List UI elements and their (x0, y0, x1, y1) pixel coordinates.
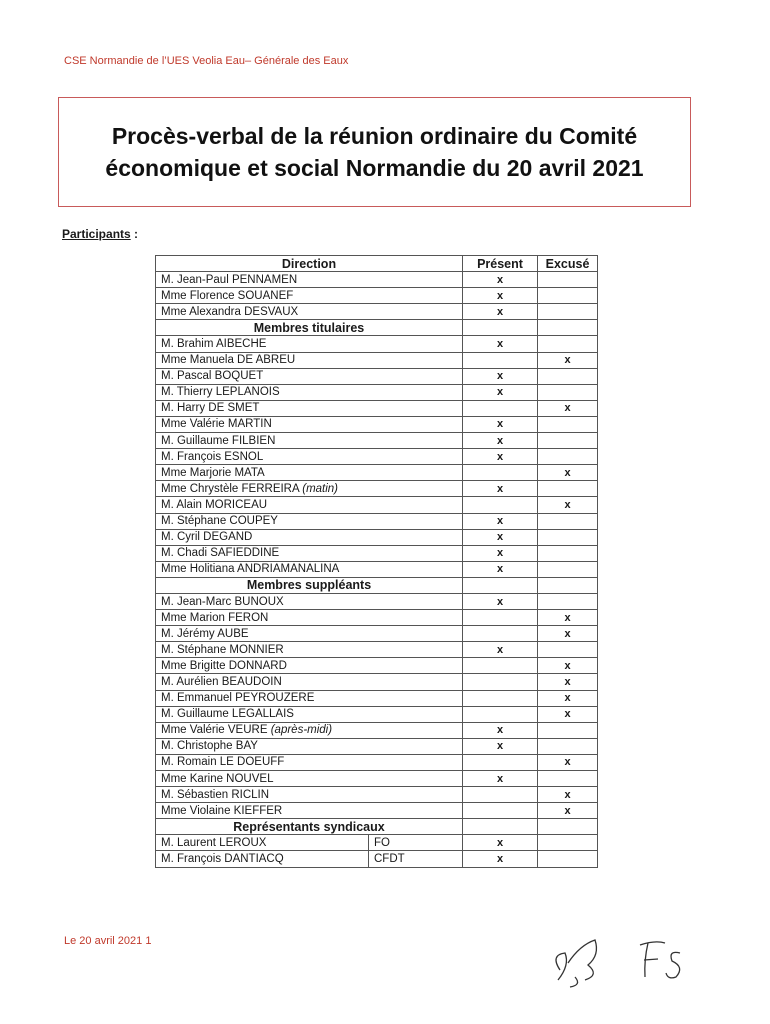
present-mark (463, 787, 538, 803)
attendee-row (156, 368, 598, 384)
attendee-row (156, 304, 598, 320)
present-mark (463, 690, 538, 706)
attendee-name-cell (156, 272, 463, 288)
attendee-name: M. Sébastien RICLIN (161, 788, 270, 801)
present-mark: x (463, 593, 538, 609)
attendee-name: M. Laurent LEROUX (156, 835, 369, 851)
attendee-name: Mme Valérie MARTIN (161, 418, 272, 431)
participants-colon: : (130, 227, 139, 241)
section-titulaires-label: Membres titulaires (156, 320, 463, 336)
attendee-name-cell (156, 465, 463, 481)
excuse-mark (538, 738, 598, 754)
excuse-mark (538, 368, 598, 384)
excuse-mark: x (538, 754, 598, 770)
excuse-mark (538, 416, 598, 432)
excuse-mark (538, 384, 598, 400)
attendee-name-cell (156, 384, 463, 400)
attendee-row (156, 738, 598, 754)
present-mark: x (463, 851, 538, 867)
attendee-name: M. Aurélien BEAUDOIN (161, 675, 282, 688)
attendee-name-cell (156, 626, 463, 642)
excuse-mark (538, 593, 598, 609)
attendee-row (156, 771, 598, 787)
present-mark: x (463, 561, 538, 577)
empty-cell (463, 320, 538, 336)
excuse-mark (538, 642, 598, 658)
excuse-mark: x (538, 610, 598, 626)
attendee-name: Mme Violaine KIEFFER (161, 804, 283, 817)
section-titulaires (156, 320, 598, 336)
attendee-row (156, 658, 598, 674)
attendee-name-cell (156, 433, 463, 449)
section-direction-label: Direction (156, 256, 463, 272)
excuse-mark: x (538, 787, 598, 803)
empty-cell (538, 320, 598, 336)
excuse-mark: x (538, 352, 598, 368)
present-mark: x (463, 835, 538, 851)
excuse-mark: x (538, 803, 598, 819)
section-suppleants-label: Membres suppléants (156, 577, 463, 593)
attendee-name: Mme Valérie VEURE (161, 724, 268, 737)
attendee-name: M. Guillaume FILBIEN (161, 434, 276, 447)
excuse-mark (538, 288, 598, 304)
present-mark: x (463, 642, 538, 658)
attendee-row (156, 433, 598, 449)
attendee-name: M. Harry DE SMET (161, 402, 260, 415)
present-mark: x (463, 336, 538, 352)
attendee-name-cell (156, 513, 463, 529)
attendee-name: Mme Chrystèle FERREIRA (161, 482, 300, 495)
attendee-row (156, 626, 598, 642)
attendee-row (156, 336, 598, 352)
attendee-name: M. Pascal BOQUET (161, 370, 264, 383)
attendee-name-cell (156, 787, 463, 803)
excuse-mark: x (538, 626, 598, 642)
attendee-name: M. Stéphane COUPEY (161, 515, 278, 528)
attendee-row (156, 642, 598, 658)
excuse-mark: x (538, 706, 598, 722)
attendee-note: (matin) (302, 482, 339, 495)
attendee-row (156, 513, 598, 529)
present-mark: x (463, 304, 538, 320)
excuse-mark (538, 771, 598, 787)
attendee-name: M. Thierry LEPLANOIS (161, 386, 280, 399)
present-mark: x (463, 368, 538, 384)
attendee-name-cell (156, 561, 463, 577)
attendee-row (156, 610, 598, 626)
attendee-name: Mme Florence SOUANEF (161, 289, 294, 302)
section-direction (156, 256, 598, 272)
attendee-note: (après-midi) (270, 724, 333, 737)
attendee-row (156, 449, 598, 465)
present-mark (463, 803, 538, 819)
attendee-name: M. Emmanuel PEYROUZERE (161, 692, 315, 705)
attendee-name-cell (156, 529, 463, 545)
attendee-name: Mme Holitiana ANDRIAMANALINA (161, 563, 340, 576)
attendee-name-cell (156, 304, 463, 320)
present-mark: x (463, 416, 538, 432)
present-mark: x (463, 513, 538, 529)
attendee-name-cell (156, 706, 463, 722)
attendee-row (156, 803, 598, 819)
attendee-name-cell (156, 610, 463, 626)
attendee-name-cell (156, 771, 463, 787)
attendee-name: Mme Marion FERON (161, 611, 269, 624)
attendee-name: M. Alain MORICEAU (161, 498, 268, 511)
excuse-mark (538, 513, 598, 529)
present-mark (463, 497, 538, 513)
excuse-mark (538, 835, 598, 851)
attendee-name-cell (156, 674, 463, 690)
attendee-name: Mme Brigitte DONNARD (161, 659, 287, 672)
attendee-name-cell (156, 642, 463, 658)
attendee-name-cell (156, 803, 463, 819)
attendee-name: M. Christophe BAY (161, 740, 258, 753)
title-box (58, 97, 691, 207)
attendee-row (156, 674, 598, 690)
attendee-name-cell (156, 497, 463, 513)
participants-heading (62, 227, 138, 241)
attendee-name-cell (156, 545, 463, 561)
attendee-row (156, 545, 598, 561)
attendee-row (156, 497, 598, 513)
signature-initials (540, 925, 720, 1000)
attendee-row (156, 481, 598, 497)
attendee-name: M. Chadi SAFIEDDINE (161, 547, 280, 560)
footer-date-page: Le 20 avril 2021 1 (64, 935, 152, 947)
attendee-row (156, 352, 598, 368)
attendee-row (156, 690, 598, 706)
attendee-row (156, 384, 598, 400)
present-mark (463, 754, 538, 770)
present-mark (463, 674, 538, 690)
present-mark (463, 658, 538, 674)
empty-cell (463, 819, 538, 835)
excuse-mark: x (538, 674, 598, 690)
attendee-name: Mme Alexandra DESVAUX (161, 305, 299, 318)
attendee-name-cell (156, 336, 463, 352)
excuse-mark (538, 561, 598, 577)
present-mark: x (463, 722, 538, 738)
attendee-name: M. Jean-Marc BUNOUX (161, 595, 284, 608)
excuse-mark: x (538, 400, 598, 416)
col-present-header: Présent (463, 256, 538, 272)
empty-cell (538, 819, 598, 835)
excuse-mark (538, 304, 598, 320)
present-mark: x (463, 738, 538, 754)
attendee-row (156, 851, 598, 867)
attendee-row (156, 561, 598, 577)
attendee-name: M. Brahim AIBECHE (161, 338, 267, 351)
attendee-row (156, 722, 598, 738)
attendee-name-cell (156, 593, 463, 609)
attendee-row (156, 272, 598, 288)
attendee-name: M. François ESNOL (161, 450, 264, 463)
attendee-name-cell (156, 690, 463, 706)
attendee-name-cell (156, 754, 463, 770)
attendee-name-cell (156, 449, 463, 465)
attendee-union: CFDT (369, 851, 463, 867)
attendee-name: M. Romain LE DOEUFF (161, 756, 285, 769)
excuse-mark (538, 336, 598, 352)
attendee-name: Mme Karine NOUVEL (161, 772, 274, 785)
attendee-union: FO (369, 835, 463, 851)
excuse-mark (538, 481, 598, 497)
present-mark: x (463, 771, 538, 787)
excuse-mark: x (538, 497, 598, 513)
empty-cell (463, 577, 538, 593)
attendee-name-cell (156, 400, 463, 416)
participants-label: Participants (62, 227, 131, 241)
excuse-mark (538, 529, 598, 545)
col-excuse-header: Excusé (538, 256, 598, 272)
attendee-name: M. Guillaume LEGALLAIS (161, 708, 294, 721)
excuse-mark (538, 722, 598, 738)
present-mark (463, 610, 538, 626)
present-mark (463, 352, 538, 368)
attendance-table (155, 255, 598, 868)
attendee-name: M. Jérémy AUBE (161, 627, 249, 640)
attendee-name: M. Jean-Paul PENNAMEN (161, 273, 298, 286)
excuse-mark (538, 545, 598, 561)
attendee-name: M. François DANTIACQ (156, 851, 369, 867)
present-mark: x (463, 481, 538, 497)
attendee-row (156, 835, 598, 851)
attendee-name: Mme Manuela DE ABREU (161, 354, 296, 367)
present-mark: x (463, 529, 538, 545)
attendee-row (156, 465, 598, 481)
attendee-name-cell (156, 352, 463, 368)
excuse-mark: x (538, 690, 598, 706)
present-mark (463, 400, 538, 416)
excuse-mark (538, 449, 598, 465)
attendee-name-cell (156, 368, 463, 384)
excuse-mark: x (538, 465, 598, 481)
attendee-row (156, 706, 598, 722)
attendee-name: M. Cyril DEGAND (161, 531, 253, 544)
attendee-row (156, 593, 598, 609)
present-mark (463, 706, 538, 722)
attendee-name: M. Stéphane MONNIER (161, 643, 284, 656)
excuse-mark (538, 272, 598, 288)
present-mark: x (463, 433, 538, 449)
present-mark: x (463, 545, 538, 561)
attendee-row (156, 787, 598, 803)
attendee-row (156, 754, 598, 770)
attendee-name-cell (156, 738, 463, 754)
document-header: CSE Normandie de l’UES Veolia Eau– Générale des Eaux (64, 55, 349, 67)
excuse-mark: x (538, 658, 598, 674)
section-syndicaux (156, 819, 598, 835)
present-mark (463, 626, 538, 642)
attendee-row (156, 529, 598, 545)
present-mark: x (463, 288, 538, 304)
signature-icon (540, 925, 720, 995)
section-suppleants (156, 577, 598, 593)
section-syndicaux-label: Représentants syndicaux (156, 819, 463, 835)
attendee-name-cell (156, 416, 463, 432)
excuse-mark (538, 433, 598, 449)
present-mark: x (463, 384, 538, 400)
present-mark: x (463, 272, 538, 288)
attendee-name-cell (156, 658, 463, 674)
attendee-name-cell (156, 481, 463, 497)
attendee-name-cell (156, 288, 463, 304)
empty-cell (538, 577, 598, 593)
excuse-mark (538, 851, 598, 867)
attendee-row (156, 400, 598, 416)
attendee-name-cell (156, 722, 463, 738)
present-mark (463, 465, 538, 481)
present-mark: x (463, 449, 538, 465)
document-title: Procès-verbal de la réunion ordinaire du Comité économique et social Normandie du 20 avril 2021 (105, 123, 644, 181)
attendee-row (156, 416, 598, 432)
attendee-name: Mme Marjorie MATA (161, 466, 265, 479)
attendee-row (156, 288, 598, 304)
